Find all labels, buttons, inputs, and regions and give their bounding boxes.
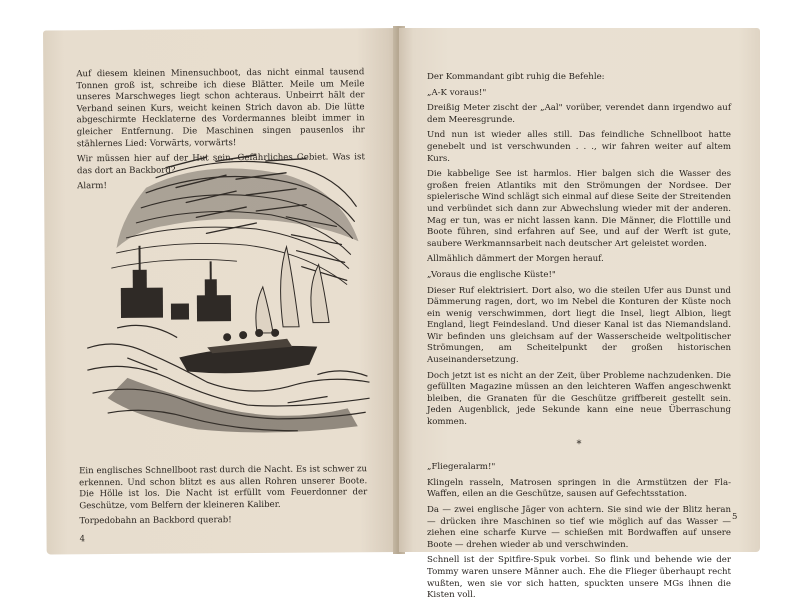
paragraph: Allmählich dämmert der Morgen herauf. [427, 254, 604, 265]
paragraph: Auf diesem kleinen Minensuchboot, das nicht einmal tausend Tonnen groß ist, schreibe ich diese Blätter. Meile um Meile unseres Marschweges liegt schon achteraus. Unbeirrt hält der Verband seinen Kurs, weicht keinen Strich davon ab. Die lütte abgeschirmte Hecklaterne des Vordermannes bleibt immer in gleicher Entfernung. Die Maschinen singen pausenlos ihr stählernes Lied: Vorwärts, vorwärts! [76, 67, 365, 149]
open-booklet [43, 28, 760, 601]
paragraph: Torpedobahn an Backbord querab! [79, 515, 232, 527]
paragraph: Dreißig Meter zischt der „Aal" vorüber, verendet dann irgendwo auf dem Meeresgrunde. [427, 103, 731, 125]
right-page-text [427, 72, 731, 606]
paragraph: Und nun ist wieder alles still. Das feindliche Schnellboot hatte genebelt und ist verschwunden . . ., wir fahren weiter auf altem Kurs. [427, 130, 731, 164]
paragraph: „Voraus die englische Küste!" [427, 269, 556, 280]
paragraph: Klingeln rasseln, Matrosen springen in die Armstützen der Fla-Waffen, eilen an die Geschütze, sausen auf Gefechtsstation. [427, 477, 731, 500]
right-page [399, 28, 760, 601]
left-page [43, 28, 403, 554]
paragraph: Da — zwei englische Jäger von achtern. Sie sind wie der Blitz heran — drücken ihre Maschinen so tief wie möglich auf das Wasser — ziehen eine scharfe Kurve — schießen mit Bordwaffen auf unsere Boote — drehen wieder ab und verschwinden. [427, 505, 731, 550]
paragraph: Doch jetzt ist es nicht an der Zeit, über Probleme nachzudenken. Die gefüllten Magazine müssen an den leichteren Waffen angeschwenkt bleiben, die Granaten für die Geschütze griffbereit gestellt sein. Jeden Augenblick, jede Sekunde kann eine neue Überraschung kommen. [427, 370, 731, 428]
paragraph: Alarm! [77, 181, 107, 192]
paragraph: Dieser Ruf elektrisiert. Dort also, wo die steilen Ufer aus Dunst und Dämmerung ragen, dort, wo im Nebel die Konturen der Küste noch ein wenig verschwimmen, dort liegt die Insel, liegt Albion, liegt England, liegt Feindesland. Und dieser Kanal ist das Niemandsland. Wir befinden uns gleichsam auf der Wasserscheide weltpolitischer Strömungen, am Scheitelpunkt der großen historischen Auseinandersetzung. [427, 285, 731, 366]
naval-battle-illustration [86, 146, 370, 438]
paragraph: „Fliegeralarm!" [427, 462, 496, 473]
section-separator: * [576, 438, 582, 450]
paragraph: Ein englisches Schnellboot rast durch die Nacht. Es ist schwer zu erkennen. Und schon blitzt es aus allen Rohren unserer Boote. Die Hölle ist los. Die Nacht ist erfüllt vom Feuerdonner der Geschütze, vom Belfern der kleineren Kaliber. [79, 464, 368, 512]
paragraph: Die kabbelige See ist harmlos. Hier balgen sich die Wasser des großen freien Atlantiks mit den Strömungen der Nordsee. Der spielerische Wind schlägt sich einmal auf diese Seite der Streitenden und verbündet sich dann zur Abwechslung wieder mit der anderen. Mag er tun, was er nicht lassen kann. Die Männer, die Flottille und Boote führen, sind erfahren auf See, und auf der Werft ist gute, saubere Werkmannsarbeit nach deutscher Art geleistet worden. [427, 169, 731, 249]
paragraph: Der Kommandant gibt ruhig die Befehle: [427, 72, 605, 82]
page-number-right: 5 [732, 512, 738, 522]
page-number-left: 4 [79, 534, 86, 545]
paragraph: Wir müssen hier auf der Hut sein. Gefährliches Gebiet. Was ist das dort an Backbord? [76, 152, 365, 177]
paragraph: „A-K voraus!" [427, 87, 487, 98]
paragraph: Schnell ist der Spitfire-Spuk vorbei. So flink und behende wie der Tommy waren unsere Männer auch. Ehe die Flieger überhaupt recht wußten, wen sie vor sich hatten, spuckten unsere MGs ihnen die Kisten voll. [427, 555, 731, 601]
left-page-text-bottom [79, 464, 367, 532]
